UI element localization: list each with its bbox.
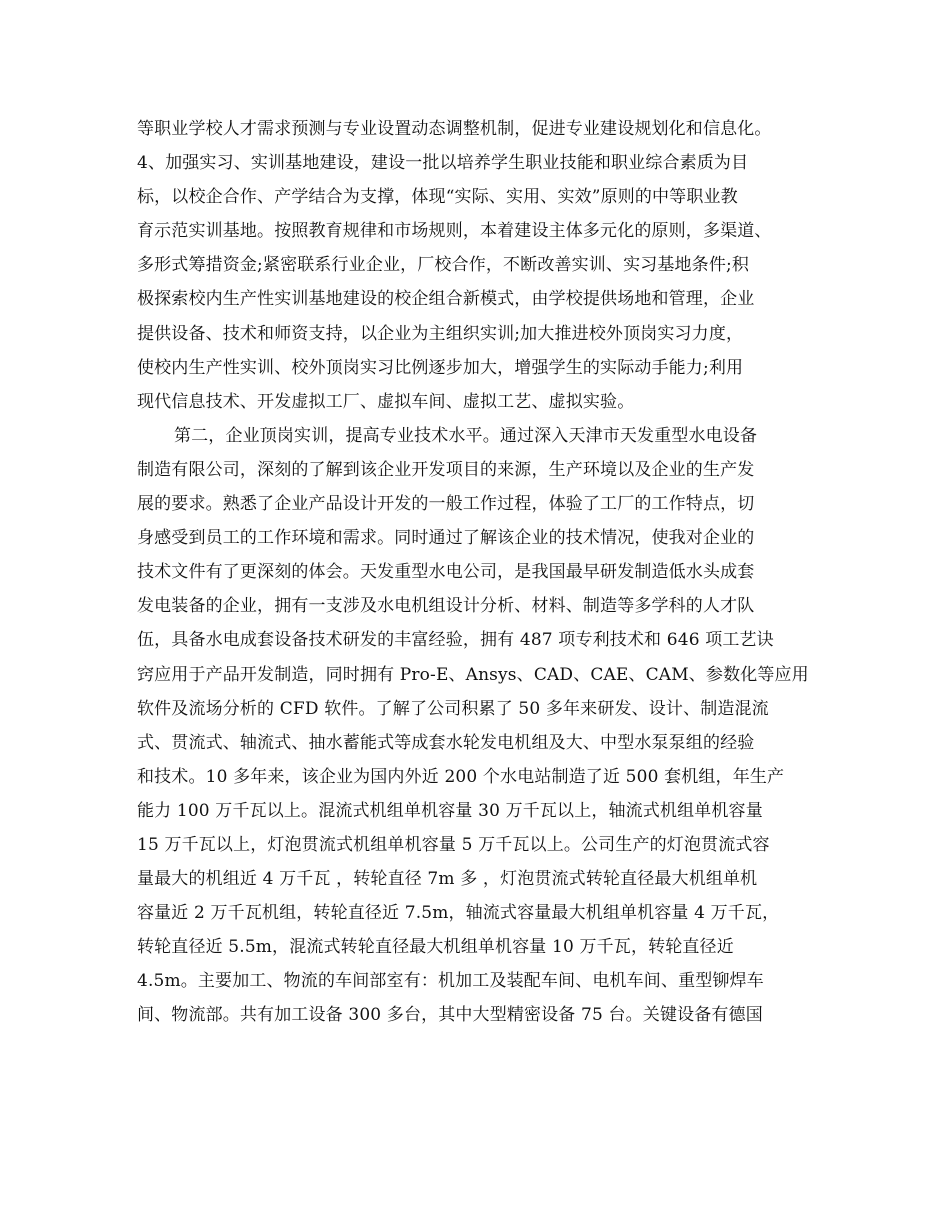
text-line: 育示范实训基地。按照教育规律和市场规则，本着建设主体多元化的原则，多渠道、 xyxy=(137,221,772,242)
text-line: 4.5m。主要加工、物流的车间部室有：机加工及装配车间、电机车间、重型铆焊车 xyxy=(137,971,764,992)
text-line: 发电装备的企业，拥有一支涉及水电机组设计分析、材料、制造等多学科的人才队 xyxy=(137,596,755,617)
text-line: 多形式筹措资金;紧密联系行业企业，厂校合作，不断改善实训、实习基地条件;积 xyxy=(137,255,750,276)
text-line: 标，以校企合作、产学结合为支撑，体现“实际、实用、实效”原则的中等职业教 xyxy=(137,187,738,208)
text-line-first: 第二，企业顶岗实训，提高专业技术水平。通过深入天津市天发重型水电设备 xyxy=(174,425,758,446)
text-line: 现代信息技术、开发虚拟工厂、虚拟车间、虚拟工艺、虚拟实验。 xyxy=(137,391,635,412)
text-line: 制造有限公司，深刻的了解到该企业开发项目的来源，生产环境以及企业的生产发 xyxy=(137,459,755,480)
text-line: 窍应用于产品开发制造，同时拥有 Pro-E、Ansys、CAD、CAE、CAM、参数化等应用 xyxy=(137,664,809,685)
text-line: 伍，具备水电成套设备技术研发的丰富经验，拥有 487 项专利技术和 646 项工艺诀 xyxy=(137,630,774,651)
text-line: 提供设备、技术和师资支持，以企业为主组织实训;加大推进校外顶岗实习力度， xyxy=(137,323,744,344)
text-line: 等职业学校人才需求预测与专业设置动态调整机制，促进专业建设规划化和信息化。 xyxy=(137,119,772,139)
paragraph-2 xyxy=(137,419,827,1033)
text-line: 量最大的机组近 4 万千瓦 ，转轮直径 7m 多 ，灯泡贯流式转轮直径最大机组单机 xyxy=(137,869,758,890)
text-line: 展的要求。熟悉了企业产品设计开发的一般工作过程，体验了工厂的工作特点，切 xyxy=(137,494,755,515)
text-line: 15 万千瓦以上，灯泡贯流式机组单机容量 5 万千瓦以上。公司生产的灯泡贯流式容 xyxy=(137,834,770,855)
text-line: 技术文件有了更深刻的体会。天发重型水电公司，是我国最早研发制造低水头成套 xyxy=(137,562,755,583)
document-body xyxy=(137,112,827,1033)
text-line: 能力 100 万千瓦以上。混流式机组单机容量 30 万千瓦以上，轴流式机组单机容量 xyxy=(137,800,763,821)
text-line: 极探索校内生产性实训基地建设的校企组合新模式，由学校提供场地和管理，企业 xyxy=(137,289,755,310)
text-line: 间、物流部。共有加工设备 300 多台，其中大型精密设备 75 台。关键设备有德国 xyxy=(137,1005,763,1026)
paragraph-1 xyxy=(137,112,827,419)
text-line: 4、加强实习、实训基地建设，建设一批以培养学生职业技能和职业综合素质为目 xyxy=(137,153,749,174)
text-line: 容量近 2 万千瓦机组，转轮直径近 7.5m，轴流式容量最大机组单机容量 4 万千瓦， xyxy=(137,903,780,924)
text-line: 式、贯流式、轴流式、抽水蓄能式等成套水轮发电机组及大、中型水泵泵组的经验 xyxy=(137,732,755,753)
text-line: 使校内生产性实训、校外顶岗实习比例逐步加大，增强学生的实际动手能力;利用 xyxy=(137,357,744,378)
text-line: 转轮直径近 5.5m，混流式转轮直径最大机组单机容量 10 万千瓦，转轮直径近 xyxy=(137,937,734,958)
text-line: 和技术。10 多年来，该企业为国内外近 200 个水电站制造了近 500 套机组，年生产 xyxy=(137,766,785,787)
text-line: 身感受到员工的工作环境和需求。同时通过了解该企业的技术情况，使我对企业的 xyxy=(137,528,755,549)
text-line: 软件及流场分析的 CFD 软件。了解了公司积累了 50 多年来研发、设计、制造混流 xyxy=(137,698,769,719)
